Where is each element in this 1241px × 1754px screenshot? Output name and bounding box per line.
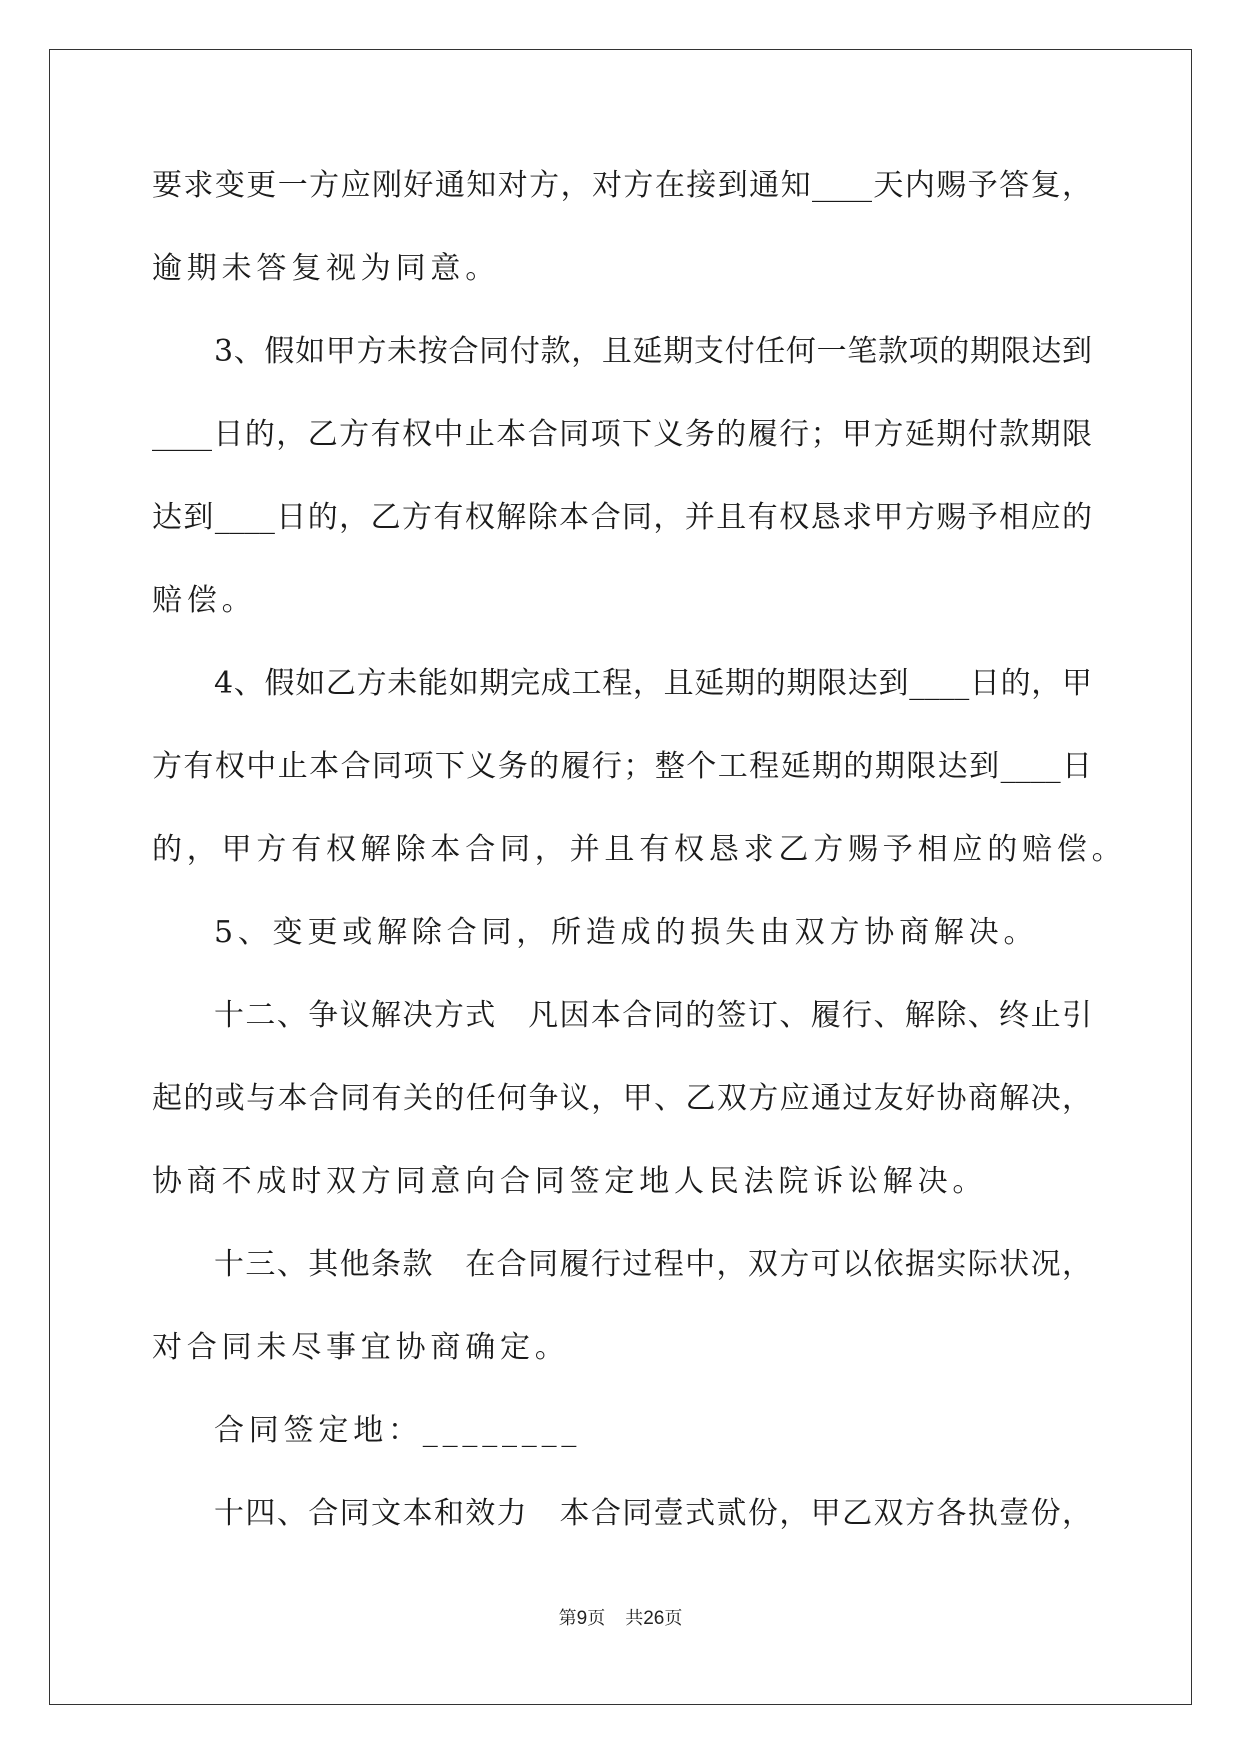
page-prefix: 第 xyxy=(558,1608,577,1629)
text-line: 4、假如乙方未能如期完成工程，且延期的期限达到____日的，甲 xyxy=(214,666,1092,701)
text-line: 十三、其他条款 在合同履行过程中，双方可以依据实际状况， xyxy=(214,1247,1092,1282)
document-body xyxy=(152,166,1127,1577)
text-line: 要求变更一方应刚好通知对方，对方在接到通知____天内赐予答复， xyxy=(152,168,1092,203)
page-suffix: 页 xyxy=(587,1608,606,1629)
text-line: 方有权中止本合同项下义务的履行；整个工程延期的期限达到____日 xyxy=(152,749,1092,784)
page-number: 9 xyxy=(576,1608,588,1629)
total-suffix: 页 xyxy=(664,1608,683,1629)
text-line: 逾期未答复视为同意。 xyxy=(152,251,500,286)
text-line: 3、假如甲方未按合同付款，且延期支付任何一笔款项的期限达到 xyxy=(214,334,1092,369)
text-line: 5、变更或解除合同，所造成的损失由双方协商解决。 xyxy=(214,915,1039,950)
page-footer xyxy=(0,1607,1241,1631)
text-line: 赔偿。 xyxy=(152,583,257,618)
text-line: 合同签定地：________ xyxy=(214,1413,582,1448)
text-line: 起的或与本合同有关的任何争议，甲、乙双方应通过友好协商解决， xyxy=(152,1081,1092,1116)
text-line: 对合同未尽事宜协商确定。 xyxy=(152,1330,570,1365)
total-prefix: 共 xyxy=(625,1608,644,1629)
total-pages: 26 xyxy=(643,1608,665,1629)
text-line: 十二、争议解决方式 凡因本合同的签订、履行、解除、终止引 xyxy=(214,998,1092,1033)
text-line: ____日的，乙方有权中止本合同项下义务的履行；甲方延期付款期限 xyxy=(152,417,1092,452)
text-line: 达到____日的，乙方有权解除本合同，并且有权恳求甲方赐予相应的 xyxy=(152,500,1092,535)
text-line: 十四、合同文本和效力 本合同壹式贰份，甲乙双方各执壹份， xyxy=(214,1496,1092,1531)
text-line: 的，甲方有权解除本合同，并且有权恳求乙方赐予相应的赔偿。 xyxy=(152,832,1127,867)
text-line: 协商不成时双方同意向合同签定地人民法院诉讼解决。 xyxy=(152,1164,988,1199)
